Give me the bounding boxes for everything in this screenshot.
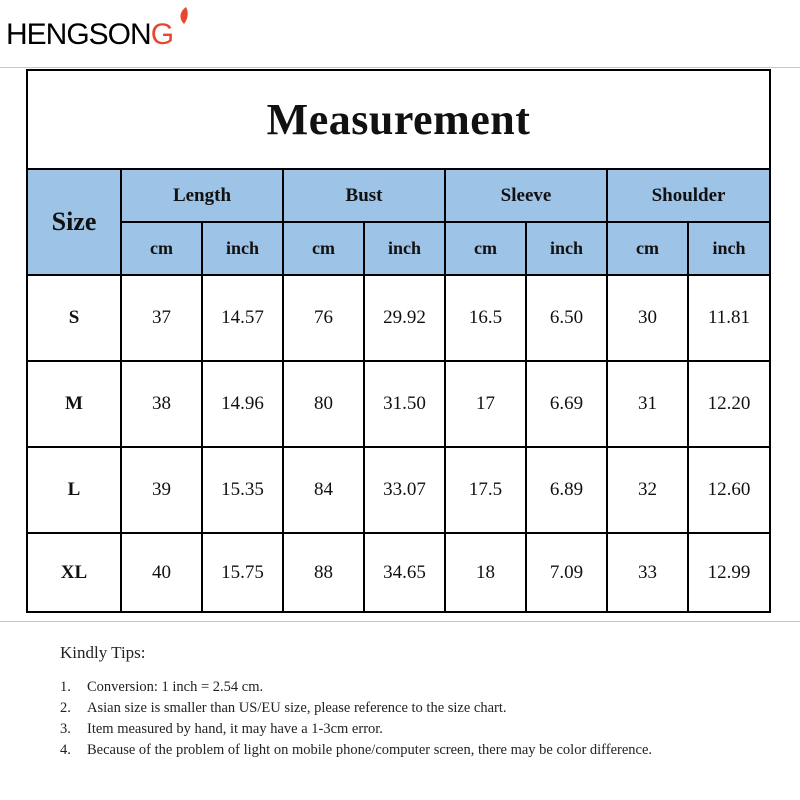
unit-header: inch (364, 222, 445, 275)
brand-name-accent: G (150, 18, 174, 51)
tip-number: 3. (60, 721, 71, 737)
table-cell: 84 (283, 447, 364, 533)
table-row (27, 533, 770, 612)
table-cell: 6.89 (526, 447, 607, 533)
top-divider (0, 67, 800, 68)
table-cell: 30 (607, 275, 688, 361)
tips-section (60, 643, 760, 761)
bottom-divider (0, 621, 800, 622)
table-cell: 12.99 (688, 533, 770, 612)
brand-name: HENGSON (6, 18, 151, 51)
table-cell: 12.20 (688, 361, 770, 447)
tip-number: 2. (60, 700, 71, 716)
group-header-sleeve: Sleeve (445, 169, 607, 222)
table-cell: 34.65 (364, 533, 445, 612)
group-header-length: Length (121, 169, 283, 222)
table-cell: 17.5 (445, 447, 526, 533)
table-cell: 33.07 (364, 447, 445, 533)
table-cell: 88 (283, 533, 364, 612)
group-header-shoulder: Shoulder (607, 169, 770, 222)
table-cell: 38 (121, 361, 202, 447)
table-cell: 15.75 (202, 533, 283, 612)
table-cell: 39 (121, 447, 202, 533)
table-cell: 14.96 (202, 361, 283, 447)
tip-number: 4. (60, 742, 71, 758)
table-cell: 40 (121, 533, 202, 612)
table-cell: 11.81 (688, 275, 770, 361)
table-cell: 76 (283, 275, 364, 361)
tip-text: Asian size is smaller than US/EU size, please reference to the size chart. (87, 700, 507, 716)
list-item (60, 719, 760, 740)
tip-text: Item measured by hand, it may have a 1-3cm error. (87, 721, 383, 737)
tip-number: 1. (60, 679, 71, 695)
size-label: S (27, 275, 121, 361)
table-cell: 6.50 (526, 275, 607, 361)
table-cell: 16.5 (445, 275, 526, 361)
table-cell: 6.69 (526, 361, 607, 447)
size-label: L (27, 447, 121, 533)
unit-header: cm (121, 222, 202, 275)
list-item (60, 698, 760, 719)
size-label: XL (27, 533, 121, 612)
tips-title: Kindly Tips: (60, 643, 146, 662)
table-cell: 80 (283, 361, 364, 447)
table-cell: 31 (607, 361, 688, 447)
table-cell: 32 (607, 447, 688, 533)
list-item (60, 677, 760, 698)
table-row (27, 447, 770, 533)
leaf-icon (177, 6, 191, 25)
unit-header: cm (283, 222, 364, 275)
table-row (27, 275, 770, 361)
table-cell: 14.57 (202, 275, 283, 361)
table-row (27, 361, 770, 447)
size-chart-table (26, 69, 771, 613)
unit-header: inch (526, 222, 607, 275)
table-cell: 37 (121, 275, 202, 361)
table-cell: 7.09 (526, 533, 607, 612)
size-column-header: Size (27, 169, 121, 275)
group-header-bust: Bust (283, 169, 445, 222)
size-label: M (27, 361, 121, 447)
table-cell: 33 (607, 533, 688, 612)
table-title: Measurement (27, 70, 770, 169)
unit-header: inch (202, 222, 283, 275)
list-item (60, 740, 760, 761)
table-cell: 17 (445, 361, 526, 447)
table-cell: 18 (445, 533, 526, 612)
table-cell: 31.50 (364, 361, 445, 447)
table-cell: 29.92 (364, 275, 445, 361)
tip-text: Conversion: 1 inch = 2.54 cm. (87, 679, 264, 695)
unit-header: inch (688, 222, 770, 275)
tips-list (60, 677, 760, 761)
unit-header: cm (445, 222, 526, 275)
table-cell: 12.60 (688, 447, 770, 533)
brand-logo (6, 20, 173, 50)
tip-text: Because of the problem of light on mobile phone/computer screen, there may be color difference. (87, 742, 653, 758)
unit-header: cm (607, 222, 688, 275)
table-cell: 15.35 (202, 447, 283, 533)
